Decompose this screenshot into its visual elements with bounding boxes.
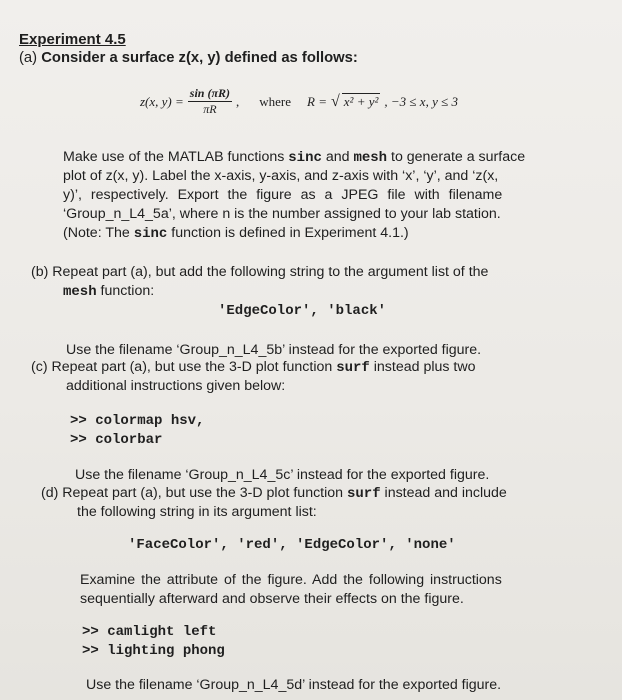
part-d-code: 'FaceColor', 'red', 'EdgeColor', 'none': [128, 537, 456, 553]
part-d-code-2: >> lighting phong: [82, 643, 225, 659]
part-b-label: (b): [31, 264, 49, 280]
code-mesh: mesh: [353, 150, 388, 166]
text-segment: Make use of the MATLAB functions: [63, 149, 289, 165]
formula-where: where: [259, 93, 292, 109]
part-c-after: Use the filename ‘Group_n_L4_5c’ instead for the exported figure.: [75, 467, 490, 483]
part-d-label: (d): [41, 485, 59, 501]
part-b-line-1: [31, 263, 488, 282]
formula-r-radicand: x² + y²: [343, 94, 379, 109]
part-d-line-2: the following string in its argument list:: [77, 504, 317, 520]
part-a-line-3: y)’, respectively. Export the figure as a JPEG file with filename: [63, 187, 503, 203]
part-d-examine-1: Examine the attribute of the figure. Add the following instructions: [80, 572, 502, 588]
part-a-line-4: ‘Group_n_L4_5a’, where n is the number assigned to your lab station.: [63, 206, 501, 222]
part-d-code-1: >> camlight left: [82, 624, 217, 640]
part-b-text: Repeat part (a), but add the following string to the argument list of the: [52, 264, 489, 280]
part-d-line-1: [41, 484, 507, 504]
part-d-after: Use the filename ‘Group_n_L4_5d’ instead for the exported figure.: [86, 677, 502, 693]
formula-r-lhs: R =: [307, 93, 327, 109]
part-c-code-2: >> colorbar: [70, 432, 163, 448]
formula-numerator: sin (πR): [189, 86, 231, 100]
text-segment: and: [321, 149, 354, 165]
part-a-line-1: [63, 148, 525, 168]
formula-range: , −3 ≤ x, y ≤ 3: [384, 93, 458, 109]
part-a-line-2: plot of z(x, y). Label the x-axis, y-axis, and z-axis with ‘x’, ‘y’, and ‘z(x,: [63, 168, 499, 184]
text-segment: (Note: The: [63, 225, 134, 241]
formula-fraction: [188, 86, 232, 117]
text-segment: function is defined in Experiment 4.1.): [167, 225, 409, 241]
part-c-code-1: >> colormap hsv,: [70, 413, 205, 429]
surface-formula: [140, 86, 458, 117]
experiment-title: Experiment 4.5: [19, 31, 126, 48]
part-b-code: 'EdgeColor', 'black': [218, 303, 387, 319]
part-b-after: Use the filename ‘Group_n_L4_5b’ instead for the exported figure.: [66, 342, 482, 358]
code-sinc: sinc: [133, 226, 168, 242]
part-a-label: (a): [19, 50, 38, 66]
code-surf: surf: [336, 360, 370, 376]
part-a-intro: [19, 49, 358, 68]
text-segment: instead plus two: [369, 359, 476, 375]
formula-denominator: πR: [203, 102, 217, 116]
formula-comma: ,: [236, 93, 240, 109]
part-a-line-5: [63, 224, 409, 244]
code-sinc: sinc: [288, 150, 322, 166]
part-c-line-2: additional instructions given below:: [66, 378, 286, 394]
formula-lhs: z(x, y) =: [140, 93, 184, 109]
text-segment: Repeat part (a), but use the 3-D plot function: [62, 485, 347, 501]
text-segment: instead and include: [380, 485, 507, 501]
text-segment: Repeat part (a), but use the 3-D plot function: [51, 359, 337, 375]
sqrt-symbol: √: [331, 92, 340, 110]
part-c-label: (c): [31, 359, 48, 375]
part-a-intro-text: Consider a surface z(x, y) defined as follows:: [41, 50, 358, 66]
part-b-line-2: [63, 282, 154, 302]
code-surf: surf: [347, 486, 381, 502]
code-mesh: mesh: [63, 284, 97, 300]
text-segment: to generate a surface: [387, 149, 526, 165]
part-c-line-1: [31, 358, 476, 378]
part-d-examine-2: sequentially afterward and observe their effects on the figure.: [80, 591, 464, 607]
text-segment: function:: [96, 283, 155, 299]
